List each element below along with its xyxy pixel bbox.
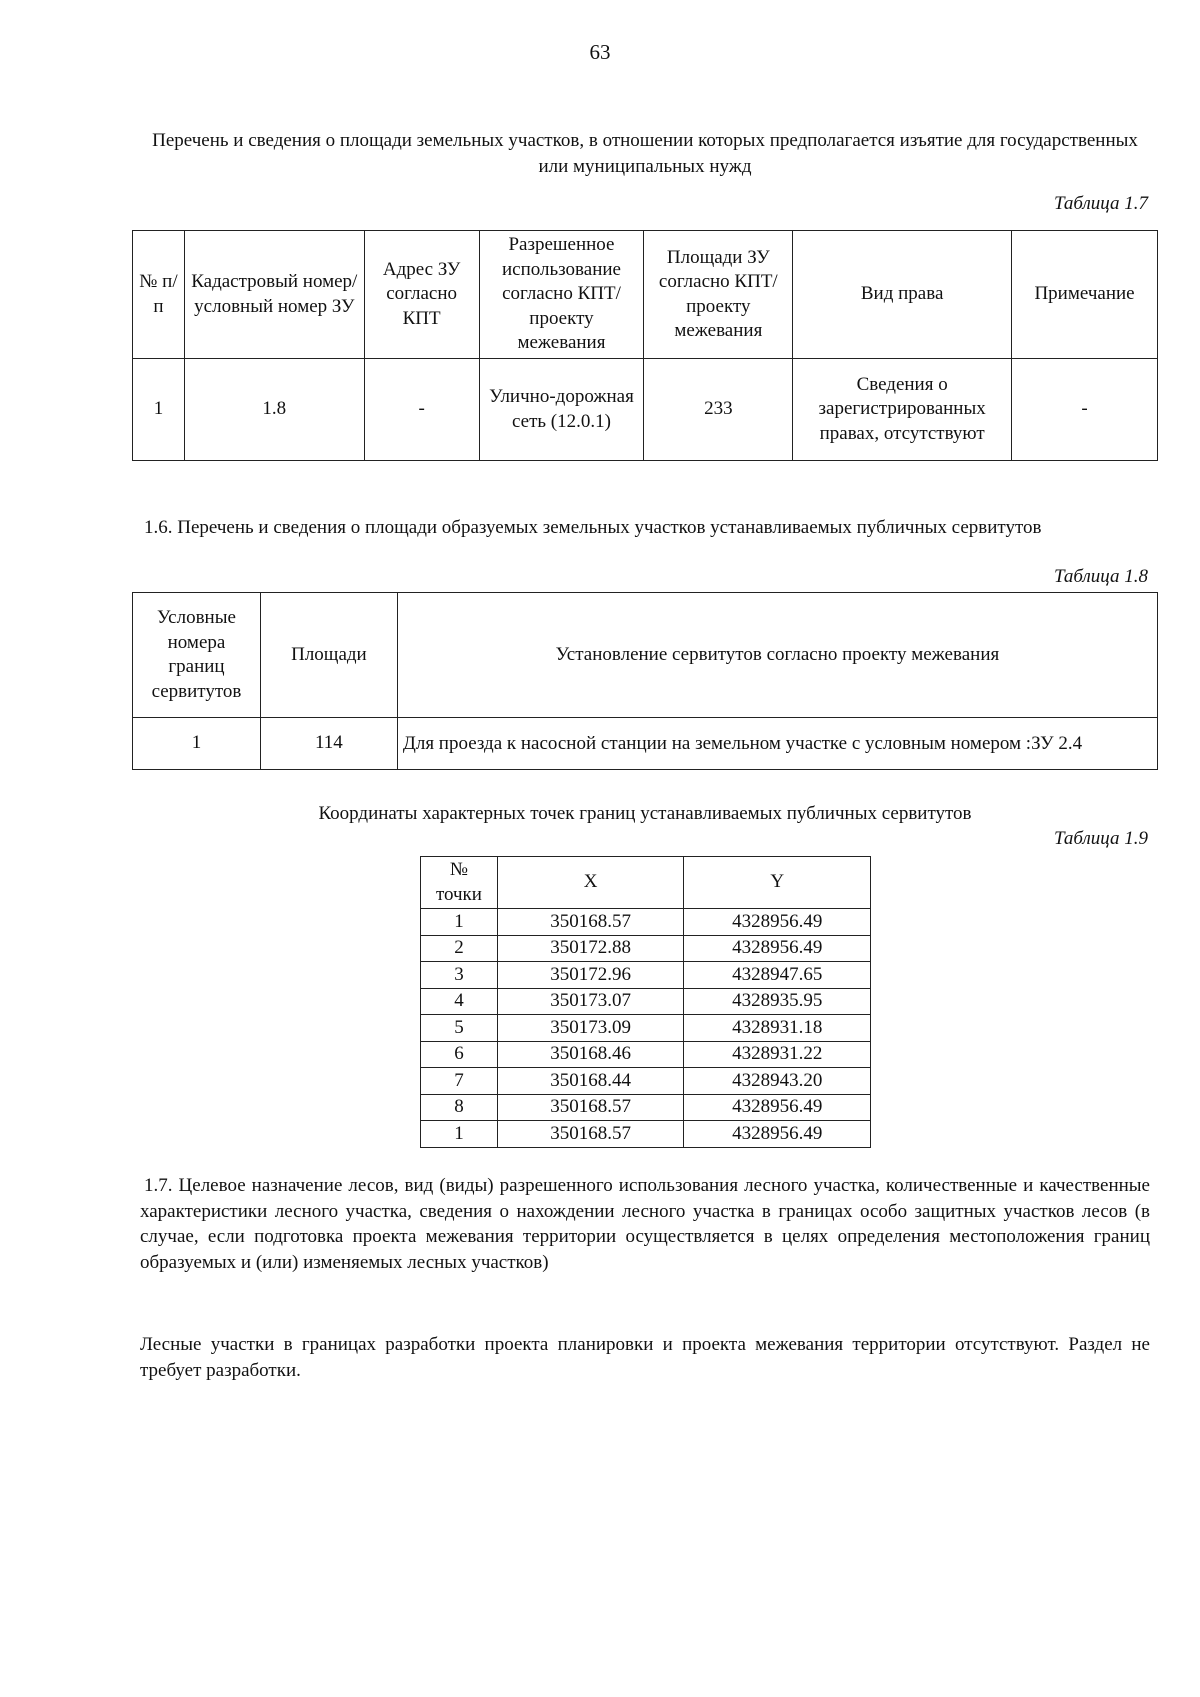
column-header-areas: Площади	[260, 593, 397, 718]
forest-note: Лесные участки в границах разработки проекта планировки и проекта межевания территории отсутствуют. Раздел не требует разработки.	[140, 1334, 1150, 1381]
table-cell: Улично-дорожная сеть (12.0.1)	[479, 359, 644, 461]
table-1-8-caption: Таблица 1.8	[1054, 566, 1148, 587]
table-1-9-caption: Таблица 1.9	[1054, 828, 1148, 849]
table-row	[421, 1015, 871, 1042]
table-cell: 350172.96	[497, 962, 684, 989]
servitude-table	[132, 592, 1158, 770]
table-cell: 4328956.49	[684, 1094, 871, 1121]
coordinates-title: Координаты характерных точек границ устанавливаемых публичных сервитутов	[318, 803, 972, 824]
table-cell: 4	[421, 988, 498, 1015]
table-cell: 4328943.20	[684, 1068, 871, 1095]
table-cell: 4328935.95	[684, 988, 871, 1015]
table-cell: 350168.46	[497, 1041, 684, 1068]
table-row	[421, 988, 871, 1015]
table-cell: 4328956.49	[684, 909, 871, 936]
column-header-address: Адрес ЗУ согласно КПТ	[364, 231, 479, 359]
table-row	[421, 962, 871, 989]
page-number: 63	[589, 40, 611, 64]
column-header-note: Примечание	[1012, 231, 1158, 359]
table-cell: 4328931.22	[684, 1041, 871, 1068]
table-header-row	[133, 593, 1158, 718]
table-cell: 1	[133, 359, 185, 461]
withdrawal-list-title: Перечень и сведения о площади земельных участков, в отношении которых предполагается изъятие для государственных или муниципальных нужд	[152, 130, 1138, 177]
table-cell: 2	[421, 935, 498, 962]
table-cell: 350168.57	[497, 1121, 684, 1148]
table-cell: 350168.44	[497, 1068, 684, 1095]
column-header-point-number: № точки	[421, 857, 498, 909]
table-row	[421, 935, 871, 962]
column-header-area: Площади ЗУ согласно КПТ/проекту межевания	[644, 231, 793, 359]
coordinates-table	[420, 856, 871, 1148]
table-cell: 4328947.65	[684, 962, 871, 989]
column-header-usage: Разрешенное использование согласно КПТ/ проекту межевания	[479, 231, 644, 359]
table-cell: 233	[644, 359, 793, 461]
table-row	[421, 1041, 871, 1068]
table-cell: 8	[421, 1094, 498, 1121]
table-row	[421, 1068, 871, 1095]
table-cell: 350168.57	[497, 1094, 684, 1121]
table-cell: 4328956.49	[684, 935, 871, 962]
table-header-row	[133, 231, 1158, 359]
section-1-7-heading: 1.7. Целевое назначение лесов, вид (виды) разрешенного использования лесного участка, количественные и качественные характеристики лесного участка, сведения о нахождении лесного участка в границах особо защитных участков лесов (в случае, если подготовка проекта межевания территории осуществляется в целях определения местоположения границ образуемых и (или) изменяемых лесных участков)	[140, 1175, 1150, 1273]
column-header-servitude-numbers: Условные номера границ сервитутов	[133, 593, 261, 718]
table-cell: 1	[421, 909, 498, 936]
table-cell: 1	[133, 718, 261, 770]
table-cell: 5	[421, 1015, 498, 1042]
table-1-7-caption: Таблица 1.7	[1054, 193, 1148, 214]
withdrawal-table	[132, 230, 1158, 461]
table-row	[421, 1121, 871, 1148]
column-header-cadastral: Кадастровый номер/условный номер ЗУ	[184, 231, 364, 359]
table-cell: 350168.57	[497, 909, 684, 936]
table-row	[133, 718, 1158, 770]
table-cell: -	[364, 359, 479, 461]
table-row	[421, 909, 871, 936]
column-header-x: X	[497, 857, 684, 909]
table-cell: -	[1012, 359, 1158, 461]
column-header-right-type: Вид права	[793, 231, 1012, 359]
column-header-establishment: Установление сервитутов согласно проекту межевания	[397, 593, 1157, 718]
table-cell: 4328931.18	[684, 1015, 871, 1042]
table-cell: 1	[421, 1121, 498, 1148]
table-cell: 4328956.49	[684, 1121, 871, 1148]
table-cell: 3	[421, 962, 498, 989]
table-cell: 6	[421, 1041, 498, 1068]
table-cell: 350173.07	[497, 988, 684, 1015]
table-row	[421, 1094, 871, 1121]
table-cell: 350173.09	[497, 1015, 684, 1042]
table-cell: Для проезда к насосной станции на земельном участке с условным номером :ЗУ 2.4	[397, 718, 1157, 770]
table-header-row	[421, 857, 871, 909]
table-cell: 114	[260, 718, 397, 770]
table-cell: 1.8	[184, 359, 364, 461]
table-row	[133, 359, 1158, 461]
column-header-number: № п/п	[133, 231, 185, 359]
section-1-6-heading: 1.6. Перечень и сведения о площади образуемых земельных участков устанавливаемых публичных сервитутов	[144, 517, 1042, 538]
column-header-y: Y	[684, 857, 871, 909]
table-cell: Сведения о зарегистрированных правах, отсутствуют	[793, 359, 1012, 461]
table-cell: 350172.88	[497, 935, 684, 962]
table-cell: 7	[421, 1068, 498, 1095]
